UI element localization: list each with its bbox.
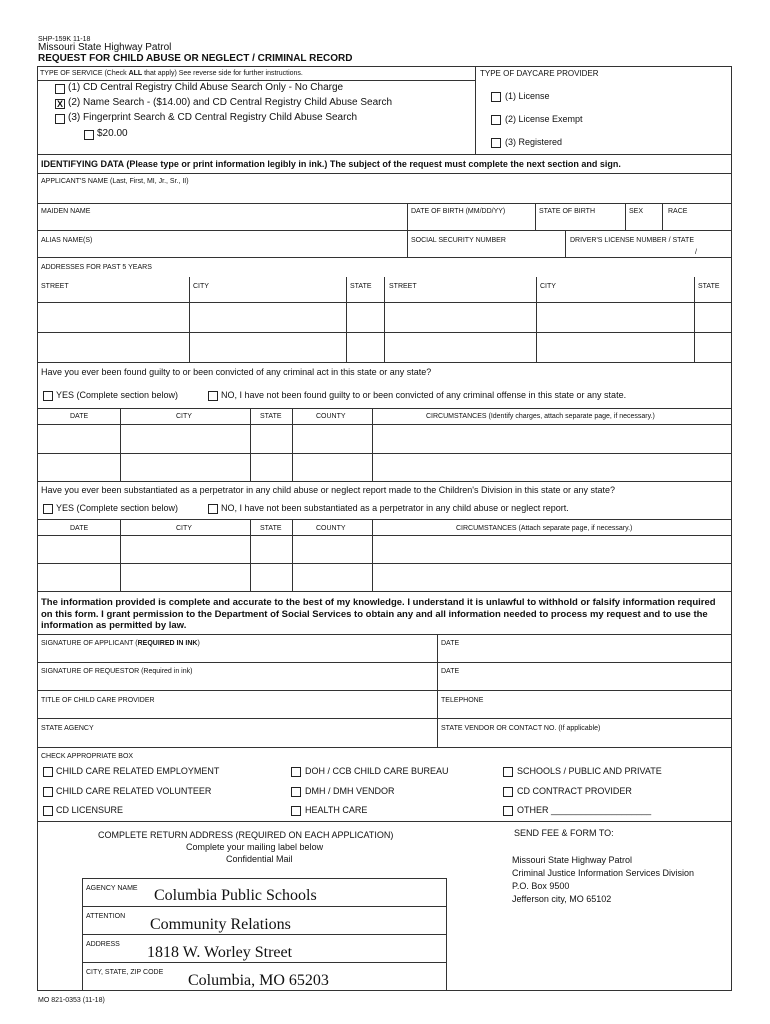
- divider: [250, 519, 251, 591]
- telephone-label: TELEPHONE: [441, 697, 484, 704]
- category-schools-checkbox[interactable]: [503, 767, 513, 777]
- divider: [37, 591, 732, 592]
- certification-text: The information provided is complete and accurate to the best of my knowledge. I understand it is unlawful to withhold or falsify information required on this form. I grant permission to the Department of Social Services to obtain any and all information needed to process my request and to use the information as permitted by law.: [41, 597, 716, 631]
- divider: [37, 203, 732, 204]
- category-cd-contract-checkbox[interactable]: [503, 787, 513, 797]
- abuse-col-date: DATE: [70, 525, 89, 532]
- divider: [384, 277, 385, 362]
- divider: [120, 408, 121, 481]
- race-label: RACE: [668, 208, 688, 215]
- daycare-license-label: (1) License: [505, 91, 550, 101]
- agency-name-label: AGENCY NAME: [86, 885, 138, 892]
- divider: [372, 519, 373, 591]
- divider: [565, 230, 566, 257]
- abuse-no-checkbox[interactable]: [208, 504, 218, 514]
- street-label-1: STREET: [41, 283, 69, 290]
- criminal-col-circ: CIRCUMSTANCES (Identify charges, attach separate page, if necessary.): [426, 413, 655, 420]
- category-dmh-checkbox[interactable]: [291, 787, 301, 797]
- city-state-zip-label: CITY, STATE, ZIP CODE: [86, 969, 164, 976]
- service-label: TYPE OF SERVICE (Check ALL that apply) See reverse side for further instructions.: [40, 70, 303, 77]
- divider: [37, 535, 732, 536]
- category-health-care-checkbox[interactable]: [291, 806, 301, 816]
- city-label-1: CITY: [193, 283, 209, 290]
- agency-name-value[interactable]: Columbia Public Schools: [154, 887, 317, 904]
- criminal-no-label: NO, I have not been found guilty to or been convicted of any criminal offense in this state or any state.: [221, 390, 627, 400]
- divider: [37, 302, 732, 303]
- service-option-3-checkbox[interactable]: [55, 114, 65, 124]
- divider: [37, 563, 732, 564]
- divider: [475, 66, 476, 154]
- divider: [346, 277, 347, 362]
- category-health-care-label: HEALTH CARE: [305, 805, 368, 815]
- category-childcare-volunteer-checkbox[interactable]: [43, 787, 53, 797]
- divider: [82, 962, 447, 963]
- divider: [372, 408, 373, 481]
- return-address-line2: Complete your mailing label below: [186, 842, 324, 852]
- street-label-2: STREET: [389, 283, 417, 290]
- return-address-title: COMPLETE RETURN ADDRESS (REQUIRED ON EACH APPLICATION): [98, 830, 394, 840]
- divider: [37, 453, 732, 454]
- criminal-col-state: STATE: [260, 413, 282, 420]
- form-code: SHP-159K 11-18: [38, 36, 91, 43]
- divider: [37, 747, 732, 748]
- divider: [292, 519, 293, 591]
- state-agency-label: STATE AGENCY: [41, 725, 94, 732]
- fee-checkbox[interactable]: [84, 130, 94, 140]
- abuse-yes-checkbox[interactable]: [43, 504, 53, 514]
- alias-label: ALIAS NAME(S): [41, 237, 93, 244]
- send-to-line-2: Criminal Justice Information Services Division: [512, 868, 695, 878]
- divider: [37, 173, 732, 174]
- divider: [189, 277, 190, 362]
- applicant-name-label: APPLICANT'S NAME (Last, First, MI, Jr., Sr., II): [41, 178, 189, 185]
- abuse-col-city: CITY: [176, 525, 192, 532]
- service-option-1-label: (1) CD Central Registry Child Abuse Search Only - No Charge: [68, 82, 344, 93]
- dl-slash: /: [695, 249, 697, 256]
- divider: [37, 332, 732, 333]
- divider: [82, 906, 447, 907]
- daycare-license-checkbox[interactable]: [491, 92, 501, 102]
- divider: [536, 277, 537, 362]
- divider: [535, 203, 536, 230]
- category-other-checkbox[interactable]: [503, 806, 513, 816]
- category-doh-ccb-label: DOH / CCB CHILD CARE BUREAU: [305, 766, 449, 776]
- criminal-col-date: DATE: [70, 413, 89, 420]
- city-label-2: CITY: [540, 283, 556, 290]
- fee-label: $20.00: [97, 128, 128, 139]
- daycare-label: TYPE OF DAYCARE PROVIDER: [480, 69, 599, 78]
- form-title: REQUEST FOR CHILD ABUSE OR NEGLECT / CRIMINAL RECORD: [38, 53, 353, 64]
- category-childcare-volunteer-label: CHILD CARE RELATED VOLUNTEER: [56, 786, 212, 796]
- send-to-line-4: Jefferson city, MO 65102: [512, 894, 612, 904]
- daycare-registered-label: (3) Registered: [505, 137, 563, 147]
- abuse-col-circ: CIRCUMSTANCES (Attach separate page, if necessary.): [456, 525, 633, 532]
- category-childcare-employment-checkbox[interactable]: [43, 767, 53, 777]
- category-cd-contract-label: CD CONTRACT PROVIDER: [517, 786, 632, 796]
- state-label-1: STATE: [350, 283, 372, 290]
- category-doh-ccb-checkbox[interactable]: [291, 767, 301, 777]
- divider: [37, 230, 732, 231]
- state-of-birth-label: STATE OF BIRTH: [539, 208, 596, 215]
- sig-requestor-date-label: DATE: [441, 668, 460, 675]
- divider: [37, 408, 732, 409]
- send-to-line-1: Missouri State Highway Patrol: [512, 855, 633, 865]
- abuse-yes-label: YES (Complete section below): [56, 503, 179, 513]
- criminal-yes-checkbox[interactable]: [43, 391, 53, 401]
- divider: [37, 257, 732, 258]
- service-option-2-checkbox[interactable]: X: [56, 99, 63, 109]
- ssn-label: SOCIAL SECURITY NUMBER: [411, 237, 506, 244]
- divider: [662, 203, 663, 230]
- category-cd-licensure-label: CD LICENSURE: [56, 805, 124, 815]
- address-label: ADDRESS: [86, 941, 120, 948]
- divider: [694, 277, 695, 362]
- divider: [625, 203, 626, 230]
- divider: [250, 408, 251, 481]
- divider: [82, 934, 447, 935]
- criminal-no-checkbox[interactable]: [208, 391, 218, 401]
- divider: [37, 821, 732, 822]
- abuse-no-label: NO, I have not been substantiated as a perpetrator in any child abuse or neglect report.: [221, 503, 569, 513]
- sig-applicant-date-label: DATE: [441, 640, 460, 647]
- divider: [37, 424, 732, 425]
- sig-applicant-label: SIGNATURE OF APPLICANT (REQUIRED IN INK): [41, 640, 200, 647]
- category-other-label: OTHER ____________________: [517, 805, 652, 815]
- abuse-col-county: COUNTY: [316, 525, 346, 532]
- applicant-name-input[interactable]: [41, 188, 721, 200]
- divider: [37, 662, 732, 663]
- identifying-heading: IDENTIFYING DATA (Please type or print information legibly in ink.) The subject of the request must complete the next section and sign.: [41, 159, 621, 169]
- criminal-question: Have you ever been found guilty to or been convicted of any criminal act in this state or any state?: [41, 367, 432, 377]
- divider: [37, 362, 732, 363]
- attention-value[interactable]: Community Relations: [150, 916, 291, 933]
- service-option-1-checkbox[interactable]: [55, 84, 65, 94]
- category-cd-licensure-checkbox[interactable]: [43, 806, 53, 816]
- divider: [37, 80, 475, 81]
- daycare-exempt-label: (2) License Exempt: [505, 114, 583, 124]
- criminal-col-county: COUNTY: [316, 413, 346, 420]
- category-childcare-employment-label: CHILD CARE RELATED EMPLOYMENT: [56, 766, 220, 776]
- divider: [292, 408, 293, 481]
- send-to-title: SEND FEE & FORM TO:: [514, 828, 614, 838]
- abuse-question: Have you ever been substantiated as a perpetrator in any child abuse or neglect report made to the Children's Division in this state or any state?: [41, 485, 616, 495]
- dob-label: DATE OF BIRTH (MM/DD/YY): [411, 208, 506, 215]
- divider: [37, 690, 732, 691]
- divider: [37, 634, 732, 635]
- address-value[interactable]: 1818 W. Worley Street: [147, 944, 293, 961]
- dl-label: DRIVER'S LICENSE NUMBER / STATE: [570, 237, 694, 244]
- return-address-line3: Confidential Mail: [226, 854, 293, 864]
- city-state-zip-value[interactable]: Columbia, MO 65203: [188, 972, 329, 989]
- agency-name: Missouri State Highway Patrol: [38, 42, 172, 53]
- abuse-col-state: STATE: [260, 525, 282, 532]
- divider: [37, 481, 732, 482]
- service-option-2-label: (2) Name Search - ($14.00) and CD Central Registry Child Abuse Search: [68, 97, 393, 108]
- daycare-registered-checkbox[interactable]: [491, 138, 501, 148]
- service-option-3-label: (3) Fingerprint Search & CD Central Registry Child Abuse Search: [68, 112, 358, 123]
- divider: [37, 718, 732, 719]
- daycare-exempt-checkbox[interactable]: [491, 115, 501, 125]
- vendor-label: STATE VENDOR OR CONTACT NO. (If applicable): [441, 725, 601, 732]
- maiden-name-label: MAIDEN NAME: [41, 208, 91, 215]
- state-label-2: STATE: [698, 283, 720, 290]
- title-provider-label: TITLE OF CHILD CARE PROVIDER: [41, 697, 155, 704]
- criminal-yes-label: YES (Complete section below): [56, 390, 179, 400]
- addresses-label: ADDRESSES FOR PAST 5 YEARS: [41, 264, 152, 271]
- sex-label: SEX: [629, 208, 644, 215]
- category-dmh-label: DMH / DMH VENDOR: [305, 786, 395, 796]
- send-to-line-3: P.O. Box 9500: [512, 881, 570, 891]
- check-box-label: CHECK APPROPRIATE BOX: [41, 753, 134, 760]
- category-schools-label: SCHOOLS / PUBLIC AND PRIVATE: [517, 766, 662, 776]
- footer-code: MO 821-0353 (11-18): [38, 997, 105, 1004]
- criminal-col-city: CITY: [176, 413, 192, 420]
- attention-label: ATTENTION: [86, 913, 126, 920]
- divider: [37, 154, 732, 155]
- divider: [37, 519, 732, 520]
- divider: [120, 519, 121, 591]
- sig-requestor-label: SIGNATURE OF REQUESTOR (Required in ink): [41, 668, 193, 675]
